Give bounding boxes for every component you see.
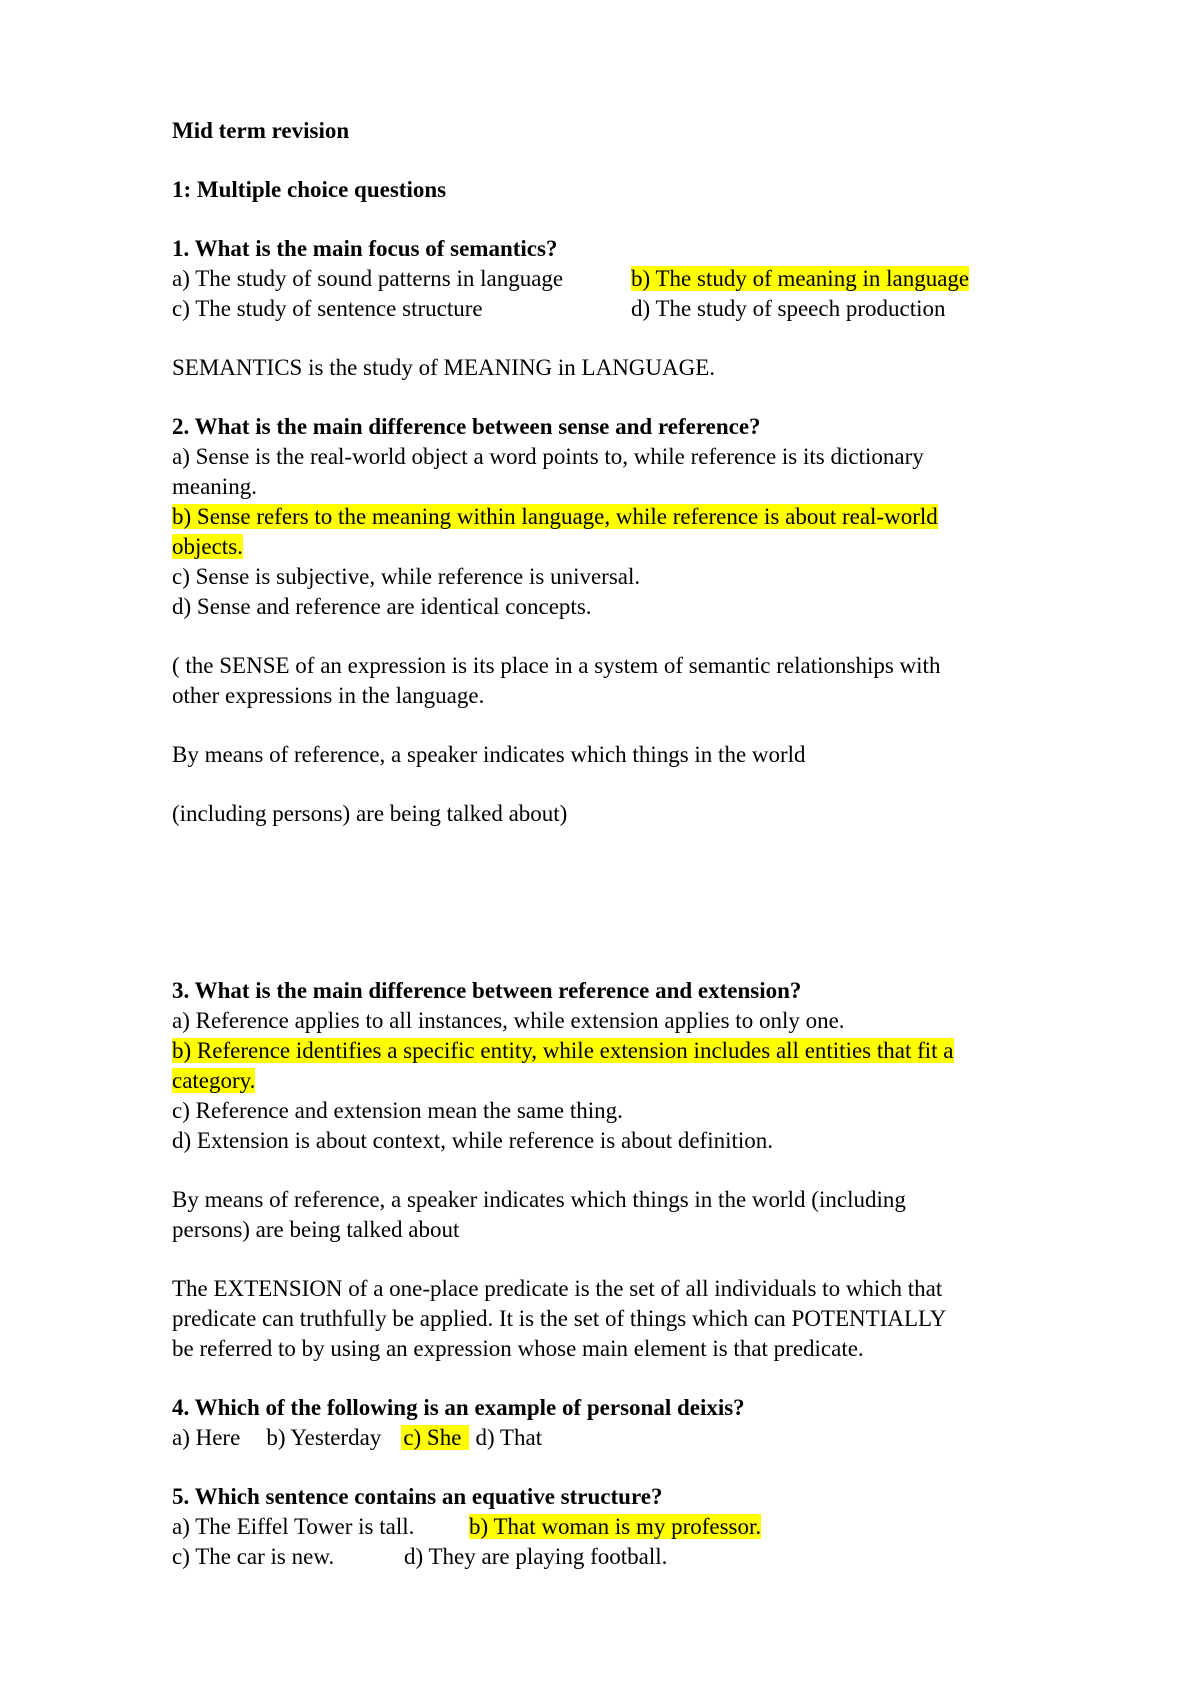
q4-option-a: a) Here: [172, 1425, 241, 1450]
q5-option-a: a) The Eiffel Tower is tall.: [172, 1514, 415, 1539]
q3-option-d: d) Extension is about context, while reference is about definition.: [172, 1128, 774, 1153]
q3-option-c: c) Reference and extension mean the same thing.: [172, 1098, 623, 1123]
section-heading: 1: Multiple choice questions: [172, 177, 447, 202]
q2-option-b-line1-highlighted: b) Sense refers to the meaning within language, while reference is about real-world: [172, 504, 938, 529]
q3-option-b-line1-highlighted: b) Reference identifies a specific entity, while extension includes all entities that fit a: [172, 1038, 954, 1063]
q1-option-c: c) The study of sentence structure: [172, 296, 483, 321]
question-2: 2. What is the main difference between sense and reference?: [172, 414, 761, 439]
q3-note-reference-line2: persons) are being talked about: [172, 1217, 460, 1242]
document-title: Mid term revision: [172, 118, 350, 143]
q1-option-a: a) The study of sound patterns in language: [172, 266, 564, 291]
q4-option-d: d) That: [475, 1425, 543, 1450]
q1-option-d: d) The study of speech production: [631, 296, 946, 321]
q2-option-c: c) Sense is subjective, while reference is universal.: [172, 564, 641, 589]
q5-option-b-highlighted: b) That woman is my professor.: [469, 1514, 762, 1539]
q1-note: SEMANTICS is the study of MEANING in LANGUAGE.: [172, 355, 716, 380]
question-3: 3. What is the main difference between reference and extension?: [172, 978, 802, 1003]
q2-note-sense-line1: ( the SENSE of an expression is its place in a system of semantic relationships with: [172, 653, 941, 678]
question-1: 1. What is the main focus of semantics?: [172, 236, 558, 261]
question-4: 4. Which of the following is an example of personal deixis?: [172, 1395, 745, 1420]
q3-note-reference-line1: By means of reference, a speaker indicates which things in the world (including: [172, 1187, 906, 1212]
question-5: 5. Which sentence contains an equative structure?: [172, 1484, 663, 1509]
q5-option-d: d) They are playing football.: [404, 1544, 668, 1569]
q3-note-extension-line3: be referred to by using an expression whose main element is that predicate.: [172, 1336, 864, 1361]
q2-option-d: d) Sense and reference are identical concepts.: [172, 594, 592, 619]
q2-note-reference: By means of reference, a speaker indicates which things in the world: [172, 742, 806, 767]
q2-option-a-line1: a) Sense is the real-world object a word points to, while reference is its dictionary: [172, 444, 924, 469]
q5-option-c: c) The car is new.: [172, 1544, 335, 1569]
q2-option-a-line2: meaning.: [172, 474, 257, 499]
q1-option-b-highlighted: b) The study of meaning in language: [631, 266, 970, 291]
q2-option-b-line2-highlighted: objects.: [172, 534, 243, 559]
q3-note-extension-line2: predicate can truthfully be applied. It is the set of things which can POTENTIALLY: [172, 1306, 947, 1331]
q3-option-a: a) Reference applies to all instances, while extension applies to only one.: [172, 1008, 845, 1033]
q4-option-c-highlighted: c) She: [401, 1425, 469, 1450]
q2-note-sense-line2: other expressions in the language.: [172, 683, 485, 708]
q3-note-extension-line1: The EXTENSION of a one-place predicate is the set of all individuals to which that: [172, 1276, 943, 1301]
q3-option-b-line2-highlighted: category.: [172, 1068, 256, 1093]
q2-note-persons: (including persons) are being talked about): [172, 801, 568, 826]
q4-option-b: b) Yesterday: [266, 1425, 382, 1450]
q4-options-row: [172, 1423, 542, 1453]
